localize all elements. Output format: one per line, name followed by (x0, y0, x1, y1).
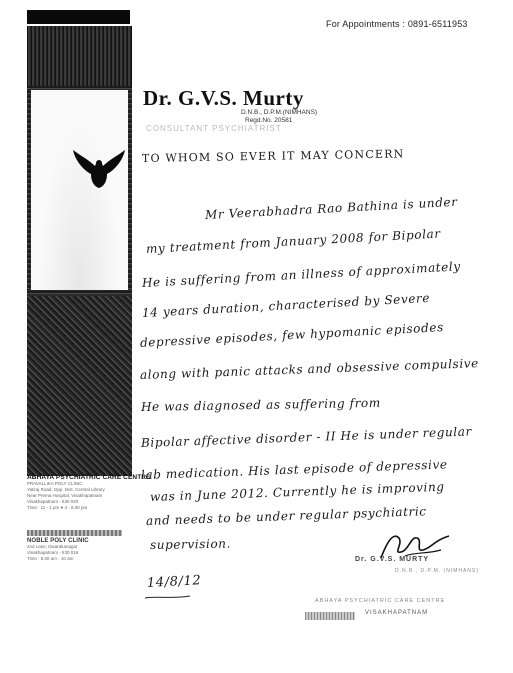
letter-line: 14 years duration, characterised by Severe (141, 290, 431, 320)
divider-smudge (27, 530, 122, 536)
doctor-title: CONSULTANT PSYCHIATRIST (146, 124, 282, 133)
date-underline (144, 594, 192, 600)
stamp-line: Dr. G.V.S. MURTY (355, 556, 430, 563)
stamp-line: D.N.B., D.P.M. (NIMHANS) (395, 568, 479, 574)
sidebar-texture-bottom (27, 296, 132, 476)
letter-line: was in June 2012. Currently he is improving (149, 479, 445, 504)
clinic1-line: Yatiraj Road, Opp. Dist. Central Library (27, 487, 105, 492)
doctor-stamp (305, 536, 479, 626)
doctor-name: Dr. G.V.S. Murty (143, 86, 304, 110)
clinic-address-block-2 (27, 538, 137, 562)
clinic1-line: Time : 11 - 1 pm ● 4 - 8.30 pm (27, 505, 88, 510)
clinic-address-block-1 (27, 474, 151, 511)
clinic1-name: ABHAYA PSYCHIATRIC CARE CENTRE (27, 474, 151, 481)
letter-heading: TO WHOM SO EVER IT MAY CONCERN (141, 147, 405, 165)
letterhead-sidebar (27, 26, 132, 476)
clinic2-name: NOBLE POLY CLINIC (27, 538, 89, 544)
letter-line: He was diagnosed as suffering from (140, 395, 381, 414)
clinic1-line: Visakhapatnam - 530 020 (27, 499, 79, 504)
stamp-line: VISAKHAPATNAM (365, 610, 429, 616)
letter-line: Bipolar affective disorder - II He is under regular (140, 424, 473, 450)
sidebar-texture-top (27, 26, 132, 86)
letter-line: my treatment from January 2008 for Bipolar (145, 226, 441, 256)
letter-line: depressive episodes, few hypomanic episodes (139, 320, 445, 350)
clinic2-line: Visakhapatnam - 530 016 (27, 550, 79, 555)
letter-line: supervision. (149, 536, 232, 552)
appointments-phone: For Appointments : 0891-6511953 (326, 19, 468, 29)
sidebar-logo-panel (31, 90, 128, 290)
doctor-qualifications: D.N.B., D.P.M.(NIMHANS) (241, 109, 318, 116)
letter-line: along with panic attacks and obsessive compulsive (139, 356, 480, 382)
top-black-bar (27, 10, 130, 24)
bird-logo-icon (71, 146, 127, 190)
clinic1-line: Near Prema Hospital, Visakhapatnam (27, 493, 103, 498)
stamp-smudge (305, 612, 355, 620)
clinic2-line: 2nd Lane, Dwarakanagar (27, 544, 78, 549)
letter-line: lab medication. His last episode of depressive (140, 457, 448, 482)
letter-line: Mr Veerabhadra Rao Bathina is under (204, 194, 458, 222)
registration-number: Regd.No. 20581 (245, 117, 293, 124)
stamp-line: ABHAYA PSYCHIATRIC CARE CENTRE (315, 598, 446, 604)
clinic2-line: Time : 8.30 am - 10 am (27, 556, 74, 561)
letter-line: He is suffering from an illness of approximately (141, 259, 462, 290)
clinic1-line: PRAVALLIKA POLY CLINIC (27, 481, 83, 486)
letter-date: 14/8/12 (146, 573, 202, 591)
letter-line: and needs to be under regular psychiatric (145, 504, 427, 528)
